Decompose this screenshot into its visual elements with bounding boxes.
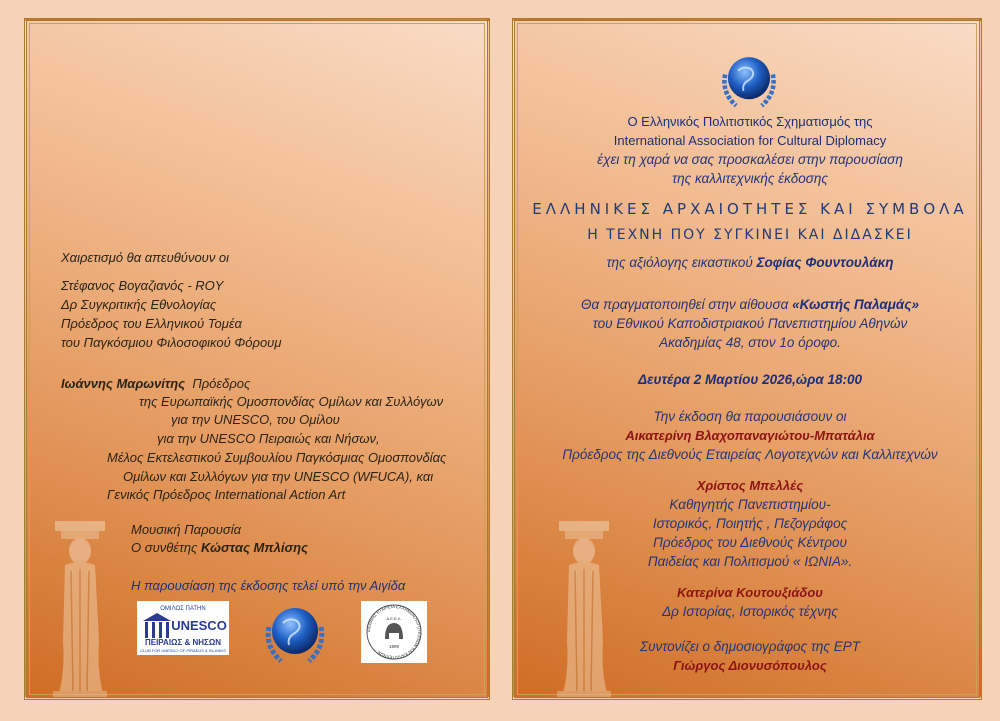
writers-society-seal-logo bbox=[361, 601, 427, 663]
music-composer-name: Κώστας Μπλίσης bbox=[201, 540, 308, 555]
book-title: ΕΛΛΗΝΙΚΕΣ ΑΡΧΑΙΟΤΗΤΕΣ ΚΑΙ ΣΥΜΒΟΛΑ bbox=[532, 200, 968, 218]
presenter1-role: Πρόεδρος της Διεθνούς Εταιρείας Λογοτεχνών και Καλλιτεχνών bbox=[562, 447, 938, 462]
artist-line bbox=[515, 254, 982, 271]
presenter2-line2: Ιστορικός, Ποιητής , Πεζογράφος bbox=[652, 516, 848, 531]
unesco-logo-top: ΟΜΙΛΟΣ ΠΑΤΗΝ bbox=[160, 606, 206, 612]
event-date: Δευτέρα 2 Μαρτίου 2026,ώρα 18:00 bbox=[638, 372, 862, 387]
org-line2: International Association for Cultural Diplomacy bbox=[613, 133, 887, 148]
invite-line2: της καλλιτεχνικής έκδοσης bbox=[672, 171, 828, 186]
speaker2-line1: της Ευρωπαϊκής Ομοσπονδίας Ομίλων και Συλλόγων bbox=[139, 394, 444, 409]
speaker1-line2: Πρόεδρος του Ελληνικού Τομέα bbox=[61, 316, 242, 331]
presenter3-name: Κατερίνα Κουτουξιάδου bbox=[677, 585, 823, 600]
music-title: Μουσική Παρουσία bbox=[131, 522, 242, 537]
speaker2-heading bbox=[61, 375, 250, 392]
seal-abbr: Δ.Ε.Ε.Λ. bbox=[386, 616, 402, 621]
right-invitation-panel bbox=[512, 18, 982, 700]
org-line1: Ο Ελληνικός Πολιτιστικός Σχηματισμός της bbox=[627, 114, 873, 129]
music-line bbox=[131, 539, 308, 556]
left-invitation-panel bbox=[24, 18, 490, 700]
speaker1-line1: Δρ Συγκριτικής Εθνολογίας bbox=[61, 297, 217, 312]
presenter2-line3: Πρόεδρος του Διεθνούς Κέντρου bbox=[653, 535, 847, 550]
presenter2-line1: Καθηγητής Πανεπιστημίου- bbox=[669, 497, 831, 512]
greeting-text: Χαιρετισμό θα απευθύνουν οι bbox=[61, 250, 230, 265]
venue-line2: του Εθνικού Καποδιστριακού Πανεπιστημίου Αθηνών bbox=[592, 316, 908, 331]
venue-prefix: Θα πραγματοποιηθεί στην αίθουσα bbox=[581, 297, 789, 312]
invite-line1: έχει τη χαρά να σας προσκαλέσει στην παρουσίαση bbox=[597, 152, 903, 167]
speaker2-line3: για την UNESCO Πειραιώς και Νήσων, bbox=[157, 431, 380, 446]
seal-ring-text: ΔΙΕΘΝΗΣ ΕΤΑΙΡΕΙΑ ΕΛΛΗΝΩΝ ΛΟΓΟΤΕΧΝΩΝ ΚΑΙ ΚΑΛΛΙΤΕΧΝΩΝ bbox=[365, 603, 423, 661]
presenters-intro: Την έκδοση θα παρουσιάσουν οι bbox=[653, 409, 847, 424]
speaker2-name: Ιωάννης Μαρωνίτης bbox=[61, 376, 186, 391]
presenter1-name: Αικατερίνη Βλαχοπαναγιώτου-Μπατάλια bbox=[625, 428, 875, 443]
caryatid-statue-image bbox=[37, 521, 122, 700]
seal-year: 1999 bbox=[388, 644, 400, 649]
venue-line1 bbox=[515, 296, 982, 313]
speaker2-line6: Γενικός Πρόεδρος International Action Art bbox=[107, 487, 346, 502]
speaker1-line3: του Παγκόσμιου Φιλοσοφικού Φόρουμ bbox=[61, 335, 282, 350]
music-prefix: Ο συνθέτης bbox=[131, 540, 198, 555]
globe-laurel-emblem bbox=[716, 47, 782, 113]
speaker2-line4: Μέλος Εκτελεστικού Συμβουλίου Παγκόσμιας Ομοσπονδίας bbox=[107, 450, 447, 465]
globe-laurel-emblem bbox=[259, 597, 331, 669]
unesco-club-logo bbox=[137, 601, 229, 655]
speaker2-line5: Ομίλων και Συλλόγων για την UNESCO (WFUCA), και bbox=[123, 469, 434, 484]
unesco-temple-icon bbox=[137, 601, 229, 655]
speaker2-role: Πρόεδρος bbox=[192, 376, 251, 391]
venue-line3: Ακαδημίας 48, στον 1ο όροφο. bbox=[659, 335, 841, 350]
artist-name: Σοφίας Φουντουλάκη bbox=[756, 255, 894, 270]
artist-prefix: της αξιόλογης εικαστικού bbox=[606, 255, 753, 270]
coordinator-name: Γιώργος Διονυσόπουλος bbox=[673, 658, 827, 673]
speaker1-name: Στέφανος Βογαζιανός - ROY bbox=[61, 278, 224, 293]
unesco-logo-main: UNESCO bbox=[171, 618, 227, 633]
coordinator-intro: Συντονίζει ο δημοσιογράφος της ΕΡΤ bbox=[640, 639, 860, 654]
presenter2-line4: Παιδείας και Πολιτισμού « ΙΩΝΙΑ». bbox=[647, 554, 853, 569]
venue-hall-name: «Κωστής Παλαμάς» bbox=[792, 297, 919, 312]
speaker2-line2: για την UNESCO, του Ομίλου bbox=[171, 412, 340, 427]
auspices-text: Η παρουσίαση της έκδοσης τελεί υπό την Αιγίδα bbox=[131, 578, 406, 593]
book-subtitle: Η ΤΕΧΝΗ ΠΟΥ ΣΥΓΚΙΝΕΙ ΚΑΙ ΔΙΔΑΣΚΕΙ bbox=[587, 227, 913, 243]
unesco-logo-small: CLUB FOR UNESCO OF PIRAEUS & ISLANDS bbox=[140, 648, 226, 653]
unesco-logo-sub: ΠΕΙΡΑΙΩΣ & ΝΗΣΩΝ bbox=[144, 638, 222, 647]
presenter2-name: Χρίστος Μπελλές bbox=[696, 478, 804, 493]
helmet-seal-icon bbox=[361, 601, 427, 663]
presenter3-role: Δρ Ιστορίας, Ιστορικός τέχνης bbox=[662, 604, 838, 619]
